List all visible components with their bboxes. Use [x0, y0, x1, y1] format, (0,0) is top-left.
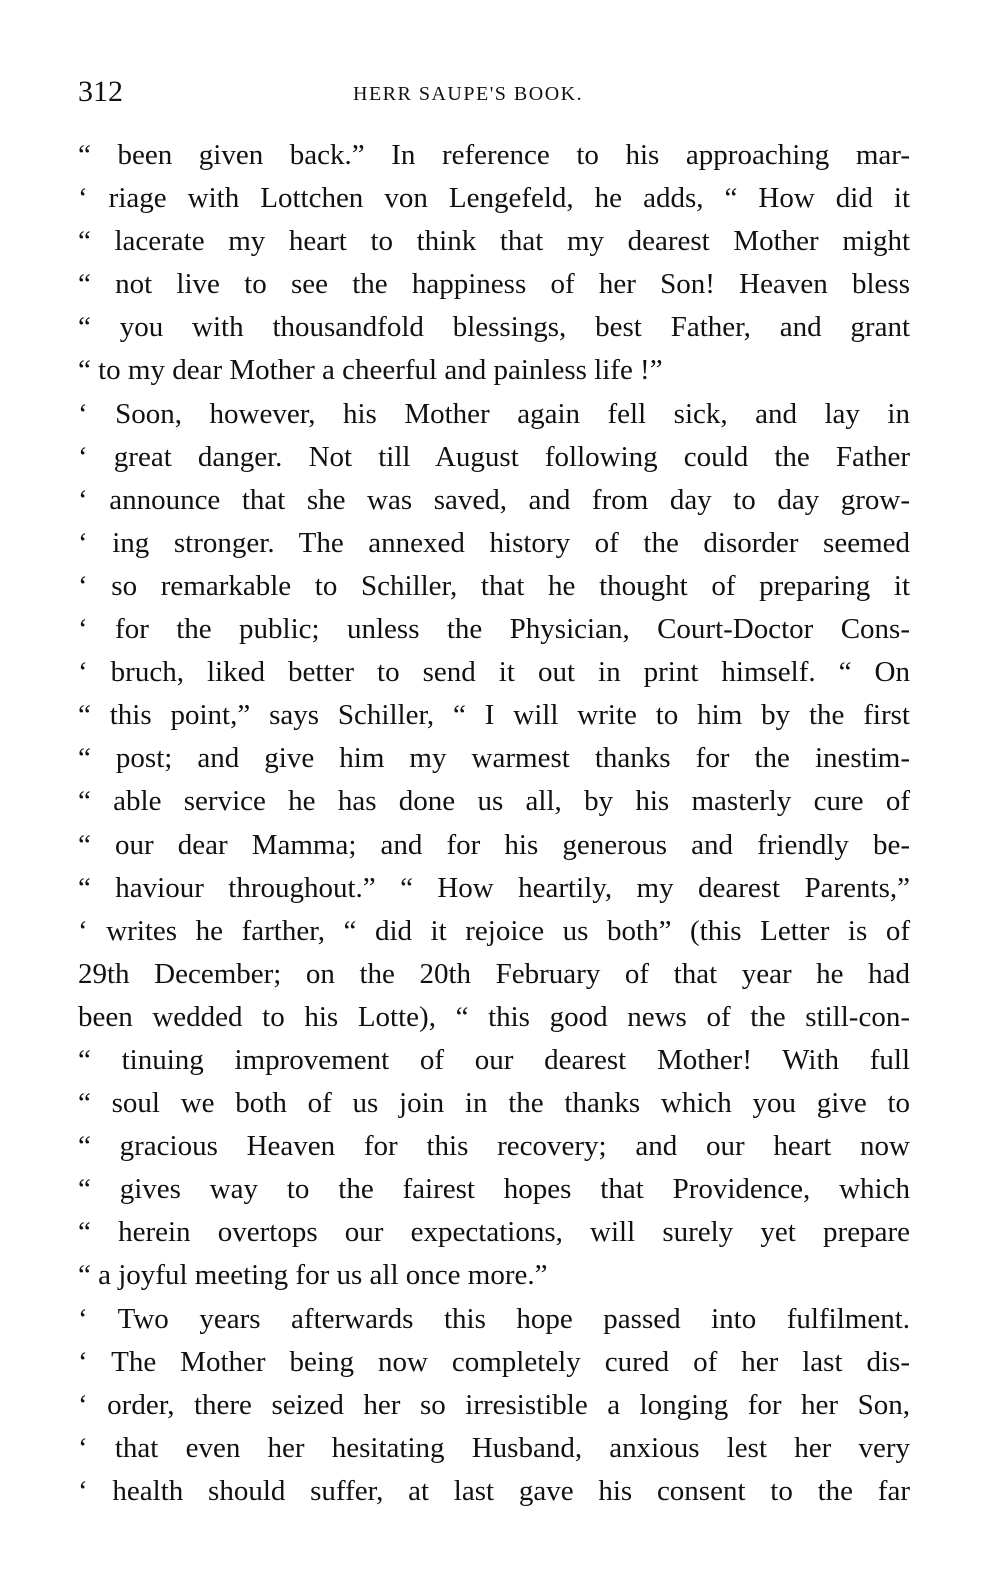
text-line: ‘ order, there seized her so irresistible a longing for her Son,: [78, 1388, 910, 1421]
text-line: “ able service he has done us all, by his masterly cure of: [78, 785, 910, 818]
text-line: “ not live to see the happiness of her Son! Heaven bless: [78, 268, 910, 301]
text-line: ‘ so remarkable to Schiller, that he thought of preparing it: [78, 569, 910, 602]
text-line: ‘ riage with Lottchen von Lengefeld, he adds, “ How did it: [78, 182, 910, 215]
text-line: “ gracious Heaven for this recovery; and our heart now: [78, 1130, 910, 1163]
text-line: ‘ Two years afterwards this hope passed into fulfilment.: [78, 1302, 910, 1335]
text-line: ‘ announce that she was saved, and from day to day grow-: [78, 483, 910, 516]
text-line: ‘ writes he farther, “ did it rejoice us both” (this Letter is of: [78, 914, 910, 947]
text-line: been wedded to his Lotte), “ this good news of the still-con-: [78, 1000, 910, 1033]
text-line: ‘ bruch, liked better to send it out in print himself. “ On: [78, 656, 910, 689]
text-line: ‘ that even her hesitating Husband, anxious lest her very: [78, 1431, 910, 1464]
text-line: ‘ great danger. Not till August following could the Father: [78, 440, 910, 473]
text-line: “ you with thousandfold blessings, best Father, and grant: [78, 311, 910, 344]
text-line: ‘ Soon, however, his Mother again fell sick, and lay in: [78, 397, 910, 430]
running-head: [78, 74, 910, 114]
text-line: “ to my dear Mother a cheerful and painless life !”: [78, 354, 663, 387]
text-line: “ haviour throughout.” “ How heartily, my dearest Parents,”: [78, 871, 910, 904]
text-line: “ our dear Mamma; and for his generous and friendly be-: [78, 828, 910, 861]
text-line: “ a joyful meeting for us all once more.”: [78, 1259, 548, 1292]
text-line: “ gives way to the fairest hopes that Providence, which: [78, 1173, 910, 1206]
text-line: “ post; and give him my warmest thanks for the inestim-: [78, 742, 910, 775]
text-line: “ been given back.” In reference to his approaching mar-: [78, 139, 910, 171]
running-title: HERR SAUPE'S BOOK.: [353, 83, 584, 105]
body-text: [78, 134, 910, 1513]
text-line: “ this point,” says Schiller, “ I will write to him by the first: [78, 699, 910, 732]
text-line: ‘ for the public; unless the Physician, Court-Doctor Cons-: [78, 613, 910, 646]
text-line: “ herein overtops our expectations, will surely yet prepare: [78, 1216, 910, 1249]
text-line: “ lacerate my heart to think that my dearest Mother might: [78, 225, 910, 258]
page-number: 312: [78, 75, 123, 108]
text-line: 29th December; on the 20th February of that year he had: [78, 957, 910, 990]
text-line: ‘ ing stronger. The annexed history of the disorder seemed: [78, 526, 910, 559]
text-line: ‘ health should suffer, at last gave his consent to the far: [78, 1474, 910, 1507]
text-line: “ tinuing improvement of our dearest Mother! With full: [78, 1043, 910, 1076]
text-line: “ soul we both of us join in the thanks which you give to: [78, 1087, 910, 1120]
text-line: ‘ The Mother being now completely cured of her last dis-: [78, 1345, 910, 1378]
